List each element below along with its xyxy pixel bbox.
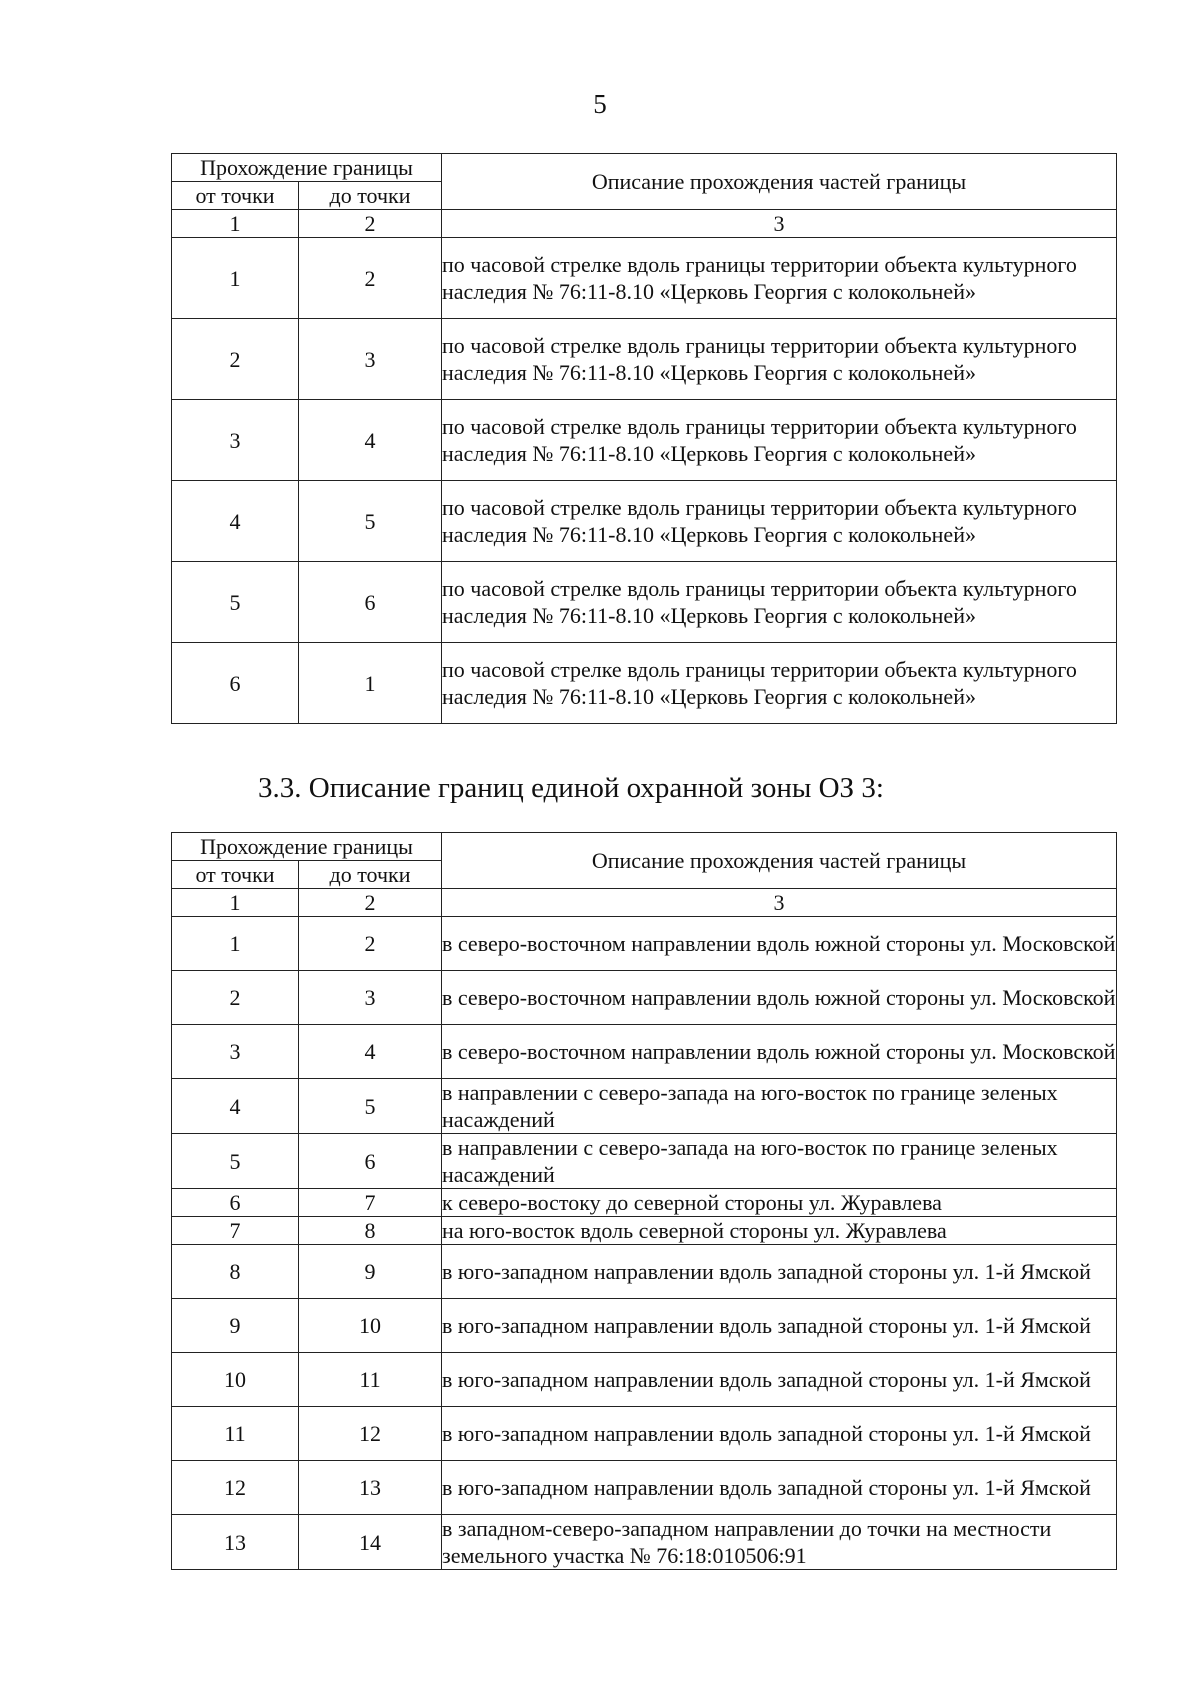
header-from-point: от точки (172, 182, 299, 210)
from-point: 6 (172, 643, 299, 724)
from-point: 3 (172, 1025, 299, 1079)
to-point: 6 (299, 1134, 442, 1189)
to-point: 11 (299, 1353, 442, 1407)
from-point: 10 (172, 1353, 299, 1407)
boundary-description: по часовой стрелке вдоль границы территории объекта культурного наследия № 76:11-8.10 «Церковь Георгия с колокольней» (442, 643, 1117, 724)
header-to-point: до точки (299, 861, 442, 889)
to-point: 3 (299, 971, 442, 1025)
table-row (172, 1353, 1117, 1407)
boundary-table-2 (171, 832, 1117, 1570)
column-number-2: 2 (299, 210, 442, 238)
table-row (172, 1079, 1117, 1134)
from-point: 11 (172, 1407, 299, 1461)
table-row (172, 1299, 1117, 1353)
to-point: 12 (299, 1407, 442, 1461)
to-point: 2 (299, 917, 442, 971)
table-row (172, 400, 1117, 481)
to-point: 2 (299, 238, 442, 319)
boundary-description: в западном-северо-западном направлении до точки на местности земельного участка № 76:18:010506:91 (442, 1515, 1117, 1570)
boundary-description: по часовой стрелке вдоль границы территории объекта культурного наследия № 76:11-8.10 «Церковь Георгия с колокольней» (442, 319, 1117, 400)
from-point: 8 (172, 1245, 299, 1299)
from-point: 5 (172, 1134, 299, 1189)
column-number-1: 1 (172, 889, 299, 917)
table-row (172, 481, 1117, 562)
boundary-description: по часовой стрелке вдоль границы территории объекта культурного наследия № 76:11-8.10 «Церковь Георгия с колокольней» (442, 400, 1117, 481)
section-heading: 3.3. Описание границ единой охранной зоны ОЗ 3: (258, 772, 884, 804)
boundary-description: по часовой стрелке вдоль границы территории объекта культурного наследия № 76:11-8.10 «Церковь Георгия с колокольней» (442, 481, 1117, 562)
to-point: 4 (299, 400, 442, 481)
boundary-description: в северо-восточном направлении вдоль южной стороны ул. Московской (442, 917, 1117, 971)
table-row (172, 971, 1117, 1025)
from-point: 3 (172, 400, 299, 481)
to-point: 14 (299, 1515, 442, 1570)
from-point: 4 (172, 481, 299, 562)
to-point: 4 (299, 1025, 442, 1079)
to-point: 10 (299, 1299, 442, 1353)
to-point: 6 (299, 562, 442, 643)
table-row (172, 1515, 1117, 1570)
boundary-description: в юго-западном направлении вдоль западной стороны ул. 1-й Ямской (442, 1245, 1117, 1299)
to-point: 5 (299, 481, 442, 562)
from-point: 1 (172, 238, 299, 319)
boundary-description: по часовой стрелке вдоль границы территории объекта культурного наследия № 76:11-8.10 «Церковь Георгия с колокольней» (442, 238, 1117, 319)
from-point: 2 (172, 971, 299, 1025)
table-row (172, 1025, 1117, 1079)
from-point: 6 (172, 1189, 299, 1217)
table-row (172, 1189, 1117, 1217)
from-point: 12 (172, 1461, 299, 1515)
column-number-3: 3 (442, 210, 1117, 238)
boundary-description: в юго-западном направлении вдоль западной стороны ул. 1-й Ямской (442, 1407, 1117, 1461)
column-number-2: 2 (299, 889, 442, 917)
boundary-description: в направлении с северо-запада на юго-восток по границе зеленых насаждений (442, 1079, 1117, 1134)
table-row (172, 643, 1117, 724)
table-row (172, 917, 1117, 971)
boundary-description: в юго-западном направлении вдоль западной стороны ул. 1-й Ямской (442, 1353, 1117, 1407)
from-point: 5 (172, 562, 299, 643)
from-point: 9 (172, 1299, 299, 1353)
from-point: 4 (172, 1079, 299, 1134)
table-row (172, 1134, 1117, 1189)
to-point: 8 (299, 1217, 442, 1245)
boundary-description: в направлении с северо-запада на юго-восток по границе зеленых насаждений (442, 1134, 1117, 1189)
header-boundary-passage: Прохождение границы (172, 833, 442, 861)
boundary-description: на юго-восток вдоль северной стороны ул. Журавлева (442, 1217, 1117, 1245)
table-row (172, 1461, 1117, 1515)
column-number-3: 3 (442, 889, 1117, 917)
boundary-description: по часовой стрелке вдоль границы территории объекта культурного наследия № 76:11-8.10 «Церковь Георгия с колокольней» (442, 562, 1117, 643)
to-point: 9 (299, 1245, 442, 1299)
boundary-description: в юго-западном направлении вдоль западной стороны ул. 1-й Ямской (442, 1299, 1117, 1353)
table-row (172, 319, 1117, 400)
to-point: 3 (299, 319, 442, 400)
to-point: 13 (299, 1461, 442, 1515)
header-from-point: от точки (172, 861, 299, 889)
boundary-description: к северо-востоку до северной стороны ул. Журавлева (442, 1189, 1117, 1217)
to-point: 7 (299, 1189, 442, 1217)
boundary-description: в юго-западном направлении вдоль западной стороны ул. 1-й Ямской (442, 1461, 1117, 1515)
from-point: 1 (172, 917, 299, 971)
boundary-description: в северо-восточном направлении вдоль южной стороны ул. Московской (442, 1025, 1117, 1079)
from-point: 7 (172, 1217, 299, 1245)
to-point: 1 (299, 643, 442, 724)
to-point: 5 (299, 1079, 442, 1134)
page-number: 5 (593, 89, 607, 119)
boundary-table-1 (171, 153, 1117, 724)
boundary-description: в северо-восточном направлении вдоль южной стороны ул. Московской (442, 971, 1117, 1025)
table-row (172, 238, 1117, 319)
header-boundary-passage: Прохождение границы (172, 154, 442, 182)
from-point: 2 (172, 319, 299, 400)
header-to-point: до точки (299, 182, 442, 210)
header-description: Описание прохождения частей границы (442, 833, 1117, 889)
header-description: Описание прохождения частей границы (442, 154, 1117, 210)
table-row (172, 562, 1117, 643)
from-point: 13 (172, 1515, 299, 1570)
table-row (172, 1407, 1117, 1461)
table-row (172, 1217, 1117, 1245)
table-row (172, 1245, 1117, 1299)
column-number-1: 1 (172, 210, 299, 238)
